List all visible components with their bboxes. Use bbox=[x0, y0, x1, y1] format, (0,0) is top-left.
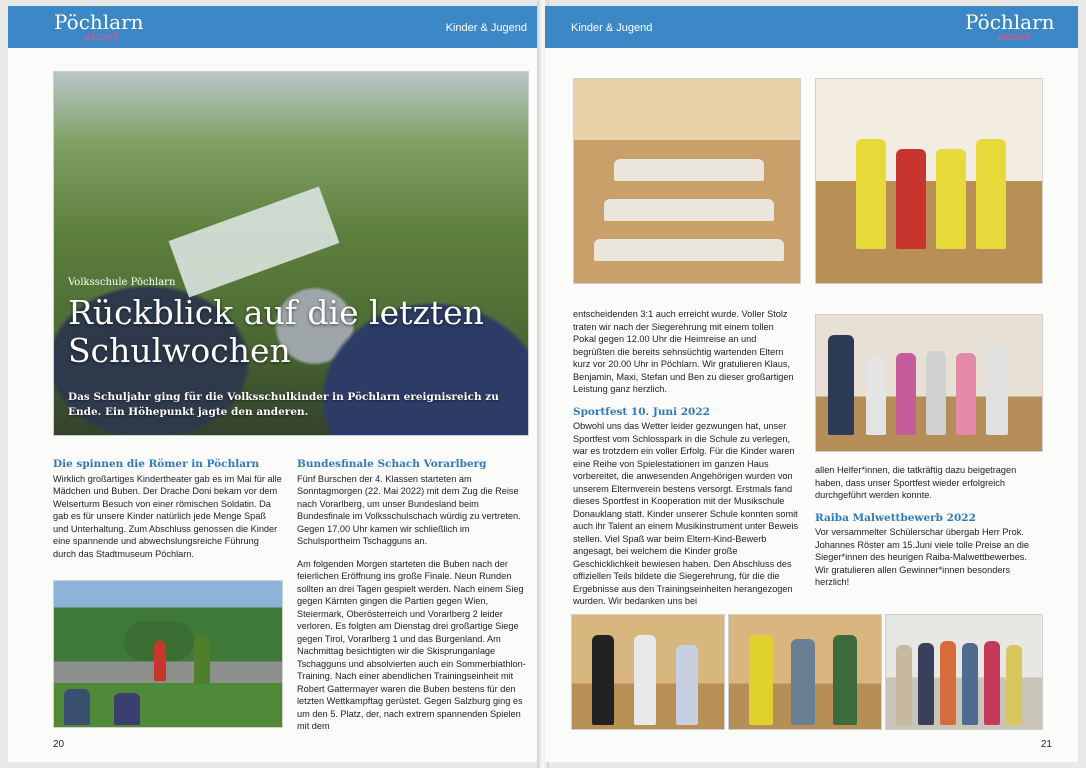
logo-subtext: aktuell bbox=[84, 32, 118, 43]
right-page bbox=[545, 6, 1078, 762]
article-title: Rückblick auf die letzten Schulwochen bbox=[68, 293, 484, 370]
text-schach-end: entscheidenden 3:1 auch erreicht wurde. Voller Stolz traten wir nach der Siegerehrung mit einem tollen Pokal gegen 12.00 Uhr die Heimreise an und begrüßten die bereits sehnsüchtig wartenden Eltern kurz vor 20.00 Uhr in Pöchlarn. Wir gratulieren Klaus, Benjamin, Maxi, Stefan und Ben zu dieser großartigen Leistung ganz herzlich. bbox=[573, 309, 794, 394]
logo-subtext: aktuell bbox=[997, 32, 1031, 43]
ski-jump-ramp-shape bbox=[169, 186, 340, 297]
text-schach-2: Am folgenden Morgen starteten die Buben nach der feierlichen Eröffnung ins große Finale. Neun Runden sollten an drei Tagen gespielt werden. Nach einem Sieg gegen Kärnten gingen die Partien gegen Wien, Steiermark, Oberösterreich und Vorarlberg 2 leider verloren. Es folgten am Dienstag drei großartige Siege gegen Tirol, Vorarlberg 1 und das Burgenland. Am Nachmittag besichtigten wir die Skisprunganlage Tschagguns und absolvierten auch ein Sommerbiathlon-Training. Nach einer abendlichen Trainingseinheit mit Robert Gattermayer waren die Buben bestens für den letzten Wettkampftag gerüstet. Gegen Salzburg ging es um den 5. Platz, der, nach extrem spannenden Spielen mit dem bbox=[297, 558, 526, 731]
hero-photo-ski-jump bbox=[53, 71, 529, 436]
page-number-left: 20 bbox=[53, 739, 65, 750]
article-lead: Das Schuljahr ging für die Volksschulkinder in Pöchlarn ereignisreich zu Ende. Ein Höhepunkt jagte den anderen. bbox=[68, 391, 499, 418]
child-figure bbox=[1006, 645, 1022, 725]
left-column-1 bbox=[53, 458, 283, 570]
adult-figure bbox=[828, 335, 854, 435]
child-figure bbox=[986, 345, 1008, 435]
magazine-logo bbox=[54, 10, 144, 43]
child-figure bbox=[866, 355, 886, 435]
photo-malwettbewerb-1 bbox=[571, 614, 725, 730]
child-figure bbox=[833, 635, 857, 725]
child-figure bbox=[676, 645, 698, 725]
child-figure bbox=[896, 645, 912, 725]
child-figure bbox=[592, 635, 614, 725]
dragon-figure bbox=[194, 636, 210, 684]
table-shape bbox=[614, 159, 764, 181]
child-figure bbox=[896, 149, 926, 249]
hero-kicker: Volksschule Pöchlarn bbox=[68, 277, 176, 288]
logo-text: Pöchlarn bbox=[965, 10, 1055, 34]
child-figure bbox=[984, 641, 1000, 725]
photo-malwettbewerb-group bbox=[885, 614, 1043, 730]
photo-chess-team-trophy bbox=[815, 78, 1043, 284]
table-shape bbox=[594, 239, 784, 261]
photo-sportfest-winners bbox=[815, 314, 1043, 452]
actor-figure bbox=[154, 641, 166, 681]
section-label: Kinder & Jugend bbox=[571, 22, 653, 34]
text-sportfest-end: allen Helfer*innen, die tatkräftig dazu beigetragen haben, dass unser Sportfest wieder erfolgreich durchgeführt werden konnte. bbox=[815, 465, 1017, 500]
child-figure bbox=[856, 139, 886, 249]
left-column-2 bbox=[297, 458, 527, 743]
left-page bbox=[8, 6, 541, 762]
child-figure bbox=[926, 351, 946, 435]
text-roemer: Wirklich großartiges Kindertheater gab es im Mai für alle Mädchen und Buben. Der Drache Doni bekam vor dem Welserturm Besuch von einer römischen Soldatin. Da gab es für unsere Kinder natürlich jede Menge Spaß und Unterhaltung. Zum Abschluss genossen die Kinder eine spannende und abwechslungsreiche Führung durch das Stadtmuseum Pöchlarn. bbox=[53, 473, 282, 559]
left-header-bar bbox=[8, 6, 541, 48]
child-figure bbox=[64, 689, 90, 725]
text-sportfest: Obwohl uns das Wetter leider gezwungen hat, unser Sportfest vom Schlosspark in die Schule zu verlegen, war es trotzdem ein voller Erfolg. Für die Kinder waren eine Reihe von Spielestationen im ganzen Haus vorbereitet, die anwesenden Angehörigen wurden von unserem Elternverein bestens versorgt. Erstmals fand dieses Sportfest in Kooperation mit der Musikschule Donauklang statt. Kinder unserer Schule konnten somit auch ihr Talent an einem Musikinstrument unter Beweis stellen. Viel Spaß war beim Eltern-Kind-Bewerb angesagt, bei welchem die Kinder große Geschicklichkeit bewiesen haben. Den Abschluss des offiziellen Teils bildete die Siegerehrung, für die die Ergebnisse aus den Trainingseinheiten herangezogen wurden. Wir bedanken uns bei bbox=[573, 421, 799, 606]
page-number-right: 21 bbox=[1040, 739, 1052, 750]
child-figure bbox=[896, 353, 916, 435]
photo-theater-park bbox=[53, 580, 283, 728]
right-column-1 bbox=[573, 308, 799, 618]
child-figure bbox=[962, 643, 978, 725]
text-schach-1: Fünf Burschen der 4. Klassen starteten am Sonntagmorgen (22. Mai 2022) mit dem Zug die Reise nach Vorarlberg, um unser Bundesland beim Bundesfinale im Volksschulschach würdig zu vertreten. Gegen 17.00 Uhr kamen wir schließlich im Schulsportheim Tschagguns an. bbox=[297, 473, 521, 546]
heading-sportfest: Sportfest 10. Juni 2022 bbox=[573, 405, 710, 418]
child-figure bbox=[940, 641, 956, 725]
text-malwettbewerb: Vor versammelter Schülerschar übergab Herr Prok. Johannes Röster am 15.Juni viele tolle Preise an die Sieger*innen des heurigen Raiba-Malwettbewerbes. Wir gratulieren allen Gewinner*innen besonders herzlich! bbox=[815, 527, 1029, 587]
magazine-logo bbox=[965, 10, 1055, 43]
photo-malwettbewerb-2 bbox=[728, 614, 882, 730]
child-figure bbox=[918, 643, 934, 725]
child-figure bbox=[634, 635, 656, 725]
logo-text: Pöchlarn bbox=[54, 10, 144, 34]
right-header-bar bbox=[545, 6, 1078, 48]
photo-chess-tournament bbox=[573, 78, 801, 284]
right-column-2 bbox=[815, 464, 1041, 599]
child-figure bbox=[936, 149, 966, 249]
child-figure bbox=[956, 353, 976, 435]
section-label: Kinder & Jugend bbox=[445, 22, 527, 34]
child-figure bbox=[114, 693, 140, 725]
heading-roemer: Die spinnen die Römer in Pöchlarn bbox=[53, 458, 260, 470]
child-figure bbox=[749, 635, 773, 725]
heading-malwettbewerb: Raiba Malwettbewerb 2022 bbox=[815, 511, 976, 524]
child-figure bbox=[791, 639, 815, 725]
table-shape bbox=[604, 199, 774, 221]
child-figure bbox=[976, 139, 1006, 249]
heading-schach: Bundesfinale Schach Vorarlberg bbox=[297, 458, 487, 470]
